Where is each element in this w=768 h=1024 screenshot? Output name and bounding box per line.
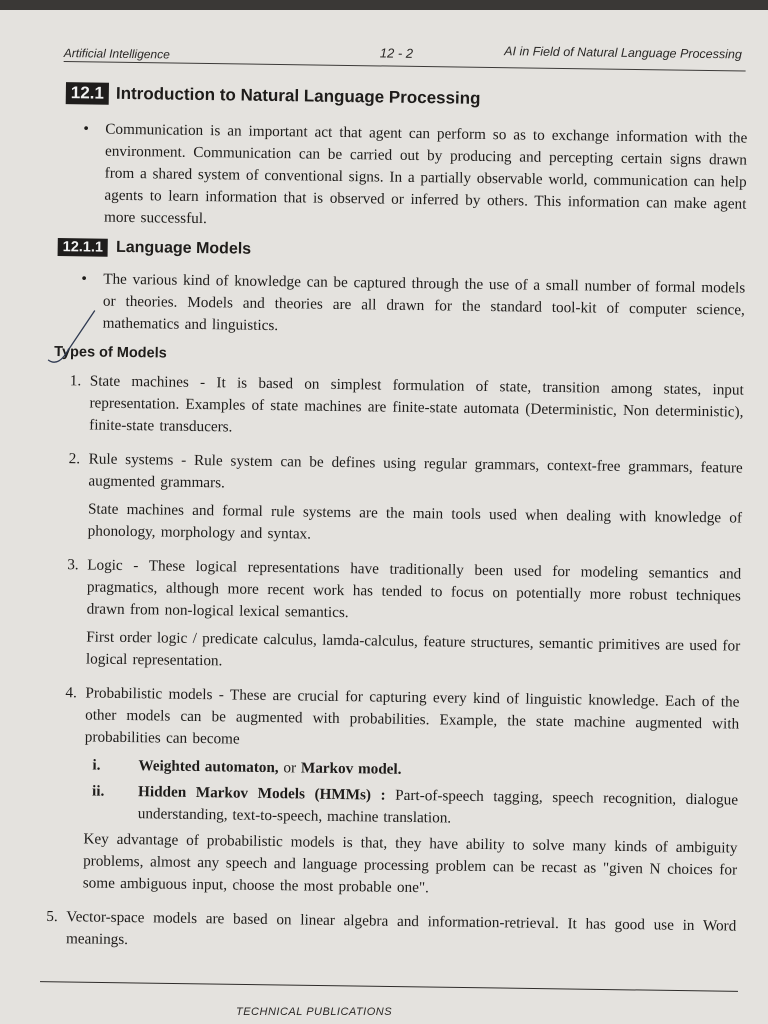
list-item-text: Vector-space models are based on linear algebra and information-retrieval. It has good use in Word meanings. bbox=[65, 908, 737, 949]
or-word: or bbox=[278, 759, 302, 777]
list-item bbox=[63, 682, 740, 909]
subsection-title: Language Models bbox=[115, 238, 252, 258]
list-item bbox=[66, 554, 742, 685]
bullet-icon: • bbox=[83, 120, 90, 138]
bullet-icon: • bbox=[81, 270, 87, 288]
list-item bbox=[69, 370, 744, 451]
document-page bbox=[0, 10, 768, 1024]
key-advantage-paragraph: Key advantage of probabilistic models is that, they have ability to solve many kinds of ambiguity problems, almost any speech and language processing problem can be recast as "given N choices for some ambiguous input, choose the most probable one". bbox=[82, 830, 738, 897]
subsection-number: 12.1.1 bbox=[58, 238, 109, 257]
sub-list-text bbox=[138, 755, 738, 785]
page-content bbox=[46, 82, 748, 972]
section-title: Introduction to Natural Language Processing bbox=[115, 83, 481, 108]
running-header bbox=[64, 38, 742, 77]
list-item-number: 1. bbox=[69, 372, 82, 390]
list-item-text: Rule systems - Rule system can be defines using regular grammars, context-free grammars, feature augmented grammars. bbox=[88, 450, 743, 492]
footer-rule bbox=[40, 981, 738, 992]
list-item-text: Probabilistic models - These are crucial for capturing every kind of linguistic knowledge. Each of the other models can be augmented with probabilities. Example, the state machine augmented with probabilities can become bbox=[84, 684, 740, 748]
hmm-term: Hidden Markov Models (HMMs) : bbox=[137, 783, 386, 804]
list-item-number: 3. bbox=[67, 556, 79, 574]
header-page-number: 12 - 2 bbox=[379, 45, 414, 61]
handwritten-tick-mark bbox=[46, 304, 107, 365]
list-item-number: 5. bbox=[46, 907, 58, 926]
types-heading bbox=[54, 344, 744, 370]
header-book-title: Artificial Intelligence bbox=[63, 45, 170, 62]
weighted-automaton-term: Weighted automaton, bbox=[138, 757, 279, 777]
section-number: 12.1 bbox=[66, 82, 109, 105]
list-item bbox=[46, 906, 737, 966]
footer-publisher: TECHNICAL PUBLICATIONS bbox=[236, 1006, 393, 1018]
list-item-number: 4. bbox=[65, 684, 77, 702]
language-models-paragraph: The various kind of knowledge can be captured through the use of a small number of formal models or theories. Models and theories are all drawn for the standard tool-kit of computer science, mathematics and linguistics. bbox=[102, 270, 746, 335]
list-item-text: Logic - These logical representations have traditionally been used for modeling semantics and pragmatics, although more recent work has tended to focus on potentially more robust techniques drawn from non-logical lexical semantics. bbox=[86, 556, 742, 622]
subsection-heading bbox=[58, 238, 746, 266]
types-heading-text: Types of Models bbox=[54, 343, 167, 362]
hmm-applications: Part-of-speech tagging, speech recognition, dialogue understanding, text-to-speech, machine translation. bbox=[137, 786, 739, 827]
list-item-note: First order logic / predicate calculus, lamda-calculus, feature structures, semantic primitives are used for logical representation. bbox=[85, 628, 741, 670]
intro-paragraph: Communication is an important act that agent can perform so as to exchange information with the environment. Communication can be carried out by producing and percepting certain signs drawn from a shared system of conventional signs. In a partially observable world, communication can help agents to learn information that is observed or inferred by others. This information can make agent more successful. bbox=[103, 120, 748, 228]
markov-model-term: Markov model. bbox=[300, 759, 402, 778]
list-item-text: State machines - It is based on simplest formulation of state, transition among states, input representation. Examples of state machines are finite-state automata (Deterministic, Non deterministic), finite-state transducers. bbox=[89, 372, 744, 436]
section-heading bbox=[66, 82, 748, 114]
bullet-paragraph bbox=[82, 118, 747, 237]
header-chapter-title: AI in Field of Natural Language Processing bbox=[504, 44, 742, 62]
header-rule bbox=[64, 61, 746, 72]
sub-list-number: ii. bbox=[91, 782, 105, 800]
list-item bbox=[67, 448, 742, 557]
list-item-number: 2. bbox=[68, 450, 81, 468]
list-item-note: State machines and formal rule systems are the main tools used when dealing with knowledge of phonology, morphology and syntax. bbox=[87, 500, 743, 543]
sub-list-item bbox=[92, 781, 739, 834]
sub-list-number: i. bbox=[92, 756, 101, 774]
bullet-paragraph bbox=[80, 268, 745, 343]
sub-list-text bbox=[138, 781, 739, 833]
